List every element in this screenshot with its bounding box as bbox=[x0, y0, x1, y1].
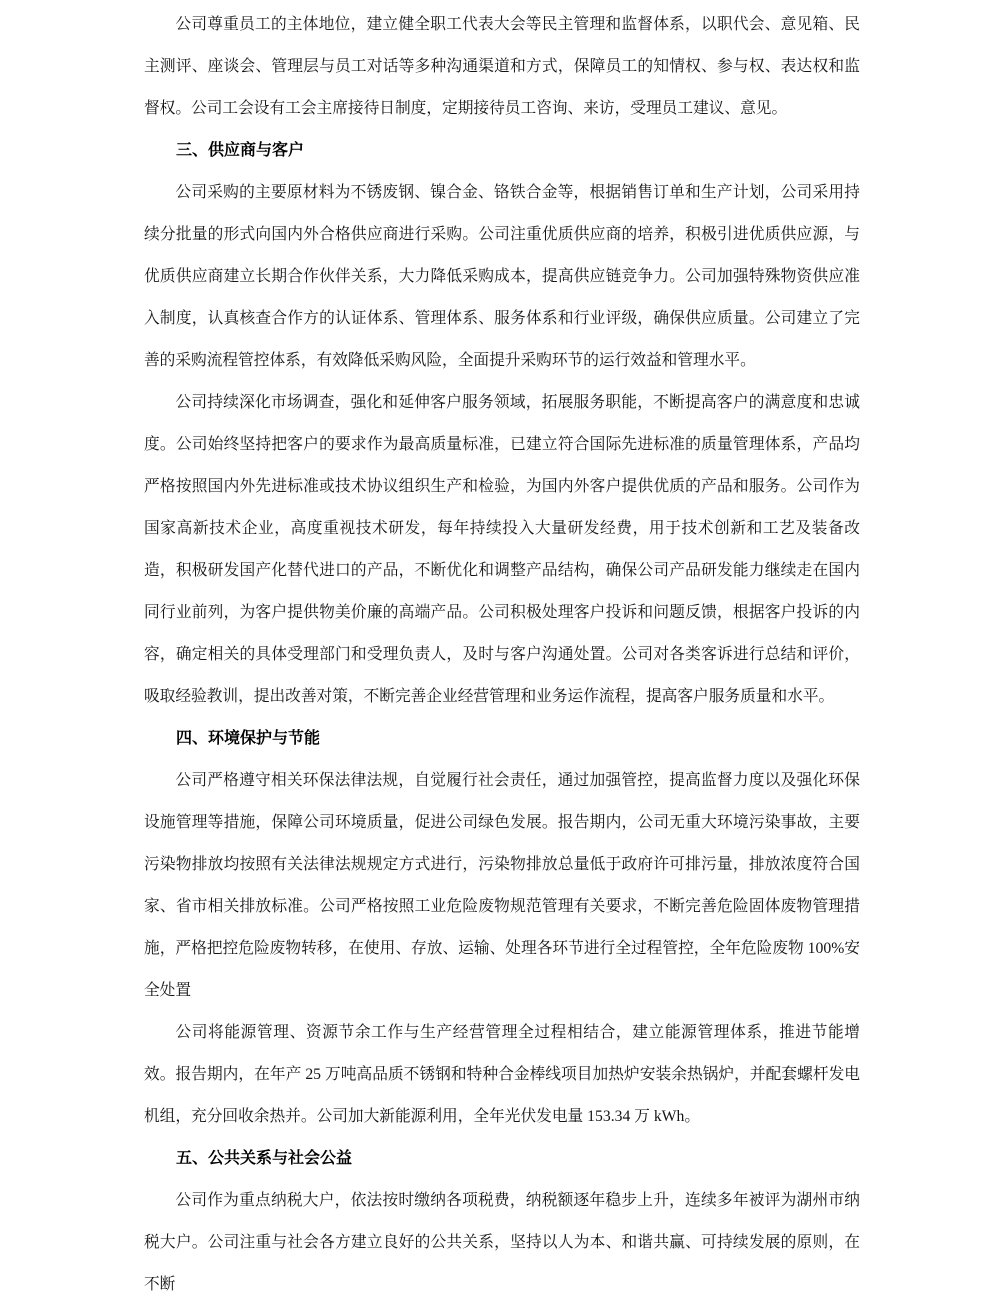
heading-environment-energy: 四、环境保护与节能 bbox=[176, 730, 321, 747]
heading-suppliers-customers: 三、供应商与客户 bbox=[176, 142, 305, 159]
paragraph-environmental-protection: 公司严格遵守相关环保法律法规，自觉履行社会责任，通过加强管控，提高监督力度以及强化环保设施管理等措施，保障公司环境质量，促进公司绿色发展。报告期内，公司无重大环境污染事故，主要污染物排放均按照有关法律法规规定方式进行，污染物排放总量低于政府许可排污量，排放浓度符合国家、省市相关排放标准。公司严格按照工业危险废物规范管理有关要求，不断完善危险固体废物管理措施，严格把控危险废物转移，在使用、存放、运输、处理各环节进行全过程管控，全年危险废物 100%安全处置 bbox=[144, 772, 860, 999]
paragraph-employee-democracy: 公司尊重员工的主体地位，建立健全职工代表大会等民主管理和监督体系，以职代会、意见箱、民主测评、座谈会、管理层与员工对话等多种沟通渠道和方式，保障员工的知情权、参与权、表达权和监督权。公司工会设有工会主席接待日制度，定期接待员工咨询、来访，受理员工建议、意见。 bbox=[144, 16, 860, 117]
heading-public-relations-welfare: 五、公共关系与社会公益 bbox=[176, 1150, 353, 1167]
paragraph-procurement: 公司采购的主要原材料为不锈废钢、镍合金、铬铁合金等，根据销售订单和生产计划，公司采用持续分批量的形式向国内外合格供应商进行采购。公司注重优质供应商的培养，积极引进优质供应源，与优质供应商建立长期合作伙伴关系，大力降低采购成本，提高供应链竞争力。公司加强特殊物资供应准入制度，认真核查合作方的认证体系、管理体系、服务体系和行业评级，确保供应质量。公司建立了完善的采购流程管控体系，有效降低采购风险，全面提升采购环节的运行效益和管理水平。 bbox=[144, 184, 860, 369]
paragraph-energy-management: 公司将能源管理、资源节余工作与生产经营管理全过程相结合，建立能源管理体系，推进节能增效。报告期内，在年产 25 万吨高品质不锈钢和特种合金棒线项目加热炉安装余热锅炉，并配套螺杆发电机组，充分回收余热并。公司加大新能源利用，全年光伏发电量 153.34 万 kWh。 bbox=[144, 1024, 860, 1125]
paragraph-tax-public-relations: 公司作为重点纳税大户，依法按时缴纳各项税费，纳税额逐年稳步上升，连续多年被评为湖州市纳税大户。公司注重与社会各方建立良好的公共关系，坚持以人为本、和谐共赢、可持续发展的原则，在不断 bbox=[144, 1192, 860, 1293]
paragraph-customer-service: 公司持续深化市场调查，强化和延伸客户服务领域，拓展服务职能，不断提高客户的满意度和忠诚度。公司始终坚持把客户的要求作为最高质量标准，已建立符合国际先进标准的质量管理体系，产品均严格按照国内外先进标准或技术协议组织生产和检验，为国内外客户提供优质的产品和服务。公司作为国家高新技术企业，高度重视技术研发，每年持续投入大量研发经费，用于技术创新和工艺及装备改造，积极研发国产化替代进口的产品，不断优化和调整产品结构，确保公司产品研发能力继续走在国内同行业前列，为客户提供物美价廉的高端产品。公司积极处理客户投诉和问题反馈，根据客户投诉的内容，确定相关的具体受理部门和受理负责人，及时与客户沟通处置。公司对各类客诉进行总结和评价，吸取经验教训，提出改善对策，不断完善企业经营管理和业务运作流程，提高客户服务质量和水平。 bbox=[144, 394, 860, 705]
